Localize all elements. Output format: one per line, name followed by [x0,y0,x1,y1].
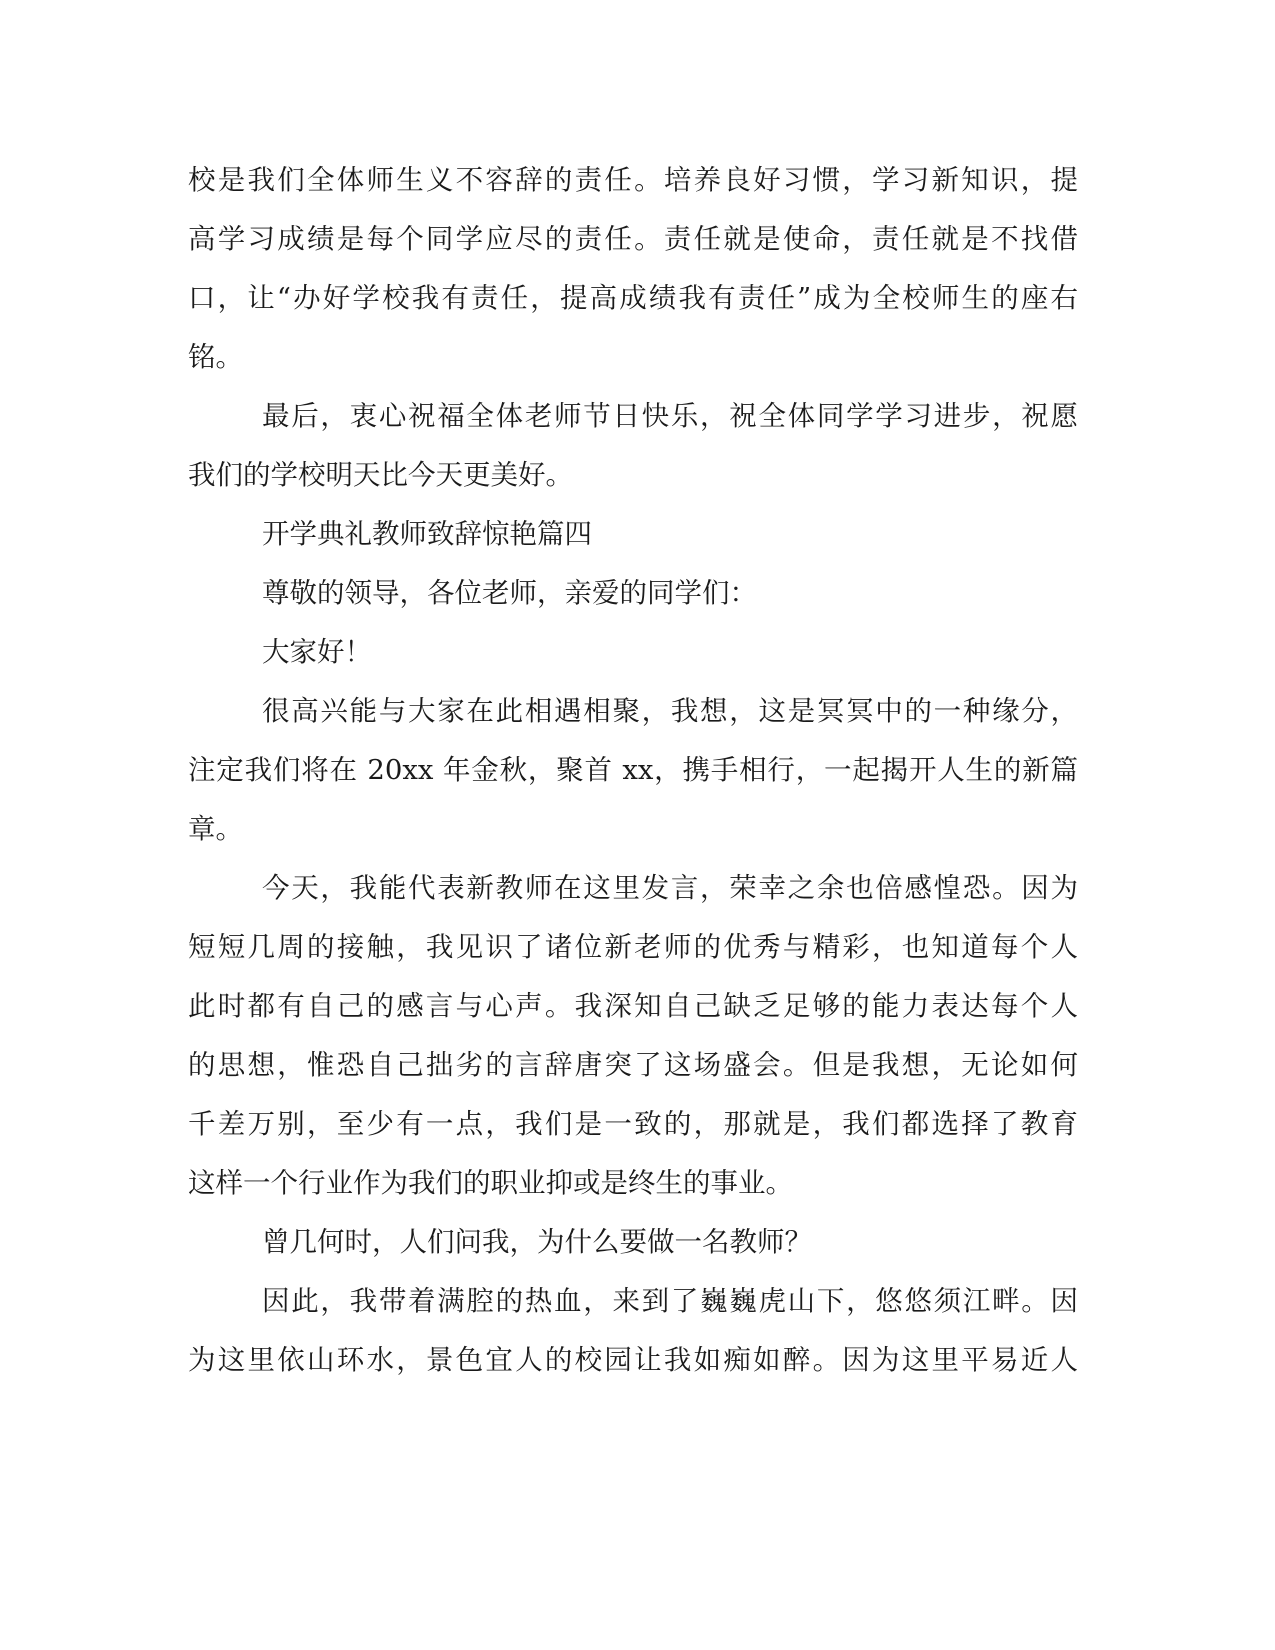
text-line: 高学习成绩是每个同学应尽的责任。责任就是使命，责任就是不找借 [188,223,1078,255]
greeting: 大家好！ [262,636,372,668]
text-line: 曾几何时，人们问我，为什么要做一名教师？ [262,1226,812,1258]
text-line: 注定我们将在 20xx 年金秋，聚首 xx，携手相行，一起揭开人生的新篇 [188,754,1078,786]
salutation: 尊敬的领导，各位老师，亲爱的同学们： [262,577,757,609]
text-line: 短短几周的接触，我见识了诸位新老师的优秀与精彩，也知道每个人 [188,931,1078,963]
text-line: 今天，我能代表新教师在这里发言，荣幸之余也倍感惶恐。因为 [262,872,1078,904]
text-line: 很高兴能与大家在此相遇相聚，我想，这是冥冥中的一种缘分， [262,695,1078,727]
text-line: 千差万别，至少有一点，我们是一致的，那就是，我们都选择了教育 [188,1108,1078,1140]
text-line: 校是我们全体师生义不容辞的责任。培养良好习惯，学习新知识，提 [188,164,1078,196]
text-line: 这样一个行业作为我们的职业抑或是终生的事业。 [188,1167,793,1199]
text-line: 为这里依山环水，景色宜人的校园让我如痴如醉。因为这里平易近人 [188,1344,1078,1376]
text-line: 的思想，惟恐自己拙劣的言辞唐突了这场盛会。但是我想，无论如何 [188,1049,1078,1081]
text-line: 口，让“办好学校我有责任，提高成绩我有责任”成为全校师生的座右 [188,282,1078,314]
text-line: 铭。 [188,341,243,373]
text-line: 因此，我带着满腔的热血，来到了巍巍虎山下，悠悠须江畔。因 [262,1285,1078,1317]
text-line: 此时都有自己的感言与心声。我深知自己缺乏足够的能力表达每个人 [188,990,1078,1022]
section-heading: 开学典礼教师致辞惊艳篇四 [262,518,592,550]
text-line: 我们的学校明天比今天更美好。 [188,459,573,491]
text-line: 章。 [188,813,243,845]
text-line: 最后，衷心祝福全体老师节日快乐，祝全体同学学习进步，祝愿 [262,400,1078,432]
